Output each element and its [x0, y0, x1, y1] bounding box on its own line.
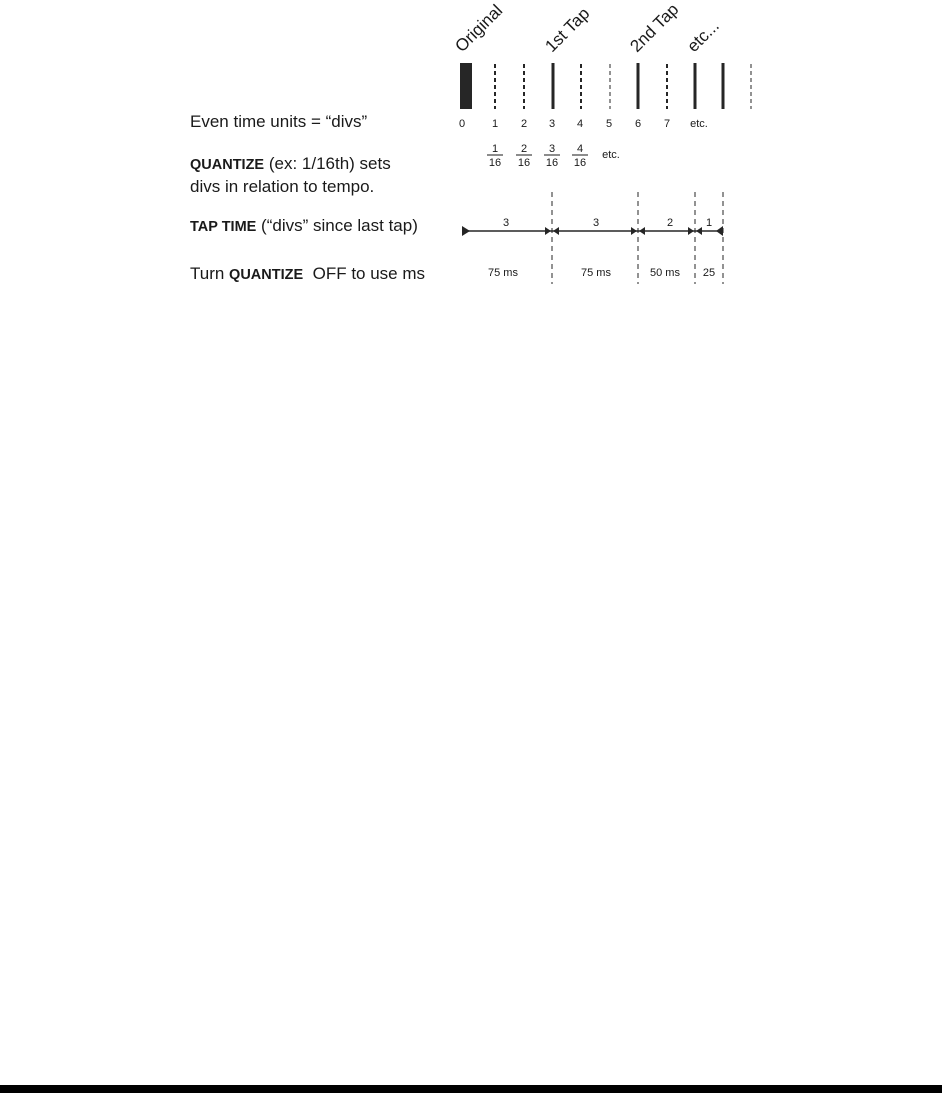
- fraction-3-denominator: 16: [545, 157, 559, 169]
- fraction-3-numerator: 3: [548, 143, 556, 155]
- header-etc: etc...: [683, 16, 723, 56]
- div-numbers: [459, 118, 708, 130]
- ms-labels: [488, 267, 715, 279]
- tap-arrow-start-icon: [462, 226, 470, 236]
- quantize-description-line2: divs in relation to tempo.: [190, 177, 375, 196]
- quantize-description-rest: (ex: 1/16th) sets: [264, 154, 391, 173]
- header-1st-tap: 1st Tap: [541, 3, 594, 56]
- fraction-2-denominator: 16: [517, 157, 531, 169]
- header-2nd-tap: 2nd Tap: [626, 0, 683, 56]
- tap-boundaries: [552, 192, 723, 284]
- quantize-off-prefix: Turn: [190, 264, 230, 283]
- even-time-units-label: Even time units = “divs”: [190, 112, 368, 131]
- tap-timing-diagram: [0, 0, 942, 300]
- quantize-off-keyword: QUANTIZE: [229, 267, 304, 283]
- quantize-keyword: QUANTIZE: [190, 157, 265, 173]
- original-marker: [460, 63, 472, 109]
- div-number-5: 5: [605, 118, 613, 130]
- div-number-4: 4: [576, 118, 584, 130]
- fraction-4-denominator: 16: [573, 157, 587, 169]
- tap-divs-4: 1: [705, 217, 713, 229]
- tap-time-keyword: TAP TIME: [190, 219, 257, 235]
- ms-label-3: 50 ms: [650, 267, 680, 279]
- quantize-fractions: [487, 143, 620, 169]
- fraction-2-numerator: 2: [520, 143, 528, 155]
- tap-arrow-1-in-icon: [545, 227, 551, 235]
- tap-divs-1: 3: [502, 217, 510, 229]
- div-number-2: 2: [520, 118, 528, 130]
- div-number-1: 1: [491, 118, 499, 130]
- div-markers: [460, 63, 751, 109]
- fraction-4-numerator: 4: [576, 143, 584, 155]
- ms-label-4: 25: [702, 267, 716, 279]
- tap-arrow-2-out-icon: [639, 227, 645, 235]
- tap-headers: [451, 0, 722, 56]
- tap-arrow-1-out-icon: [553, 227, 559, 235]
- div-number-7: 7: [663, 118, 671, 130]
- bottom-border-bar: [0, 1085, 942, 1093]
- tap-time-description-rest: (“divs” since last tap): [256, 216, 418, 235]
- tap-arrow-3-out-icon: [696, 227, 702, 235]
- quantize-off-suffix: OFF to use ms: [303, 264, 426, 283]
- ms-label-1: 75 ms: [488, 267, 518, 279]
- div-number-0: 0: [458, 118, 466, 130]
- tap-arrow-2-in-icon: [631, 227, 637, 235]
- header-original: Original: [451, 0, 507, 56]
- tap-arrow-3-in-icon: [688, 227, 694, 235]
- ms-label-2: 75 ms: [581, 267, 611, 279]
- div-number-6: 6: [634, 118, 642, 130]
- tap-divs-2: 3: [592, 217, 600, 229]
- div-number-etc: etc.: [690, 118, 708, 130]
- tap-div-counts: [503, 217, 712, 229]
- fraction-1-numerator: 1: [491, 143, 499, 155]
- div-number-3: 3: [548, 118, 556, 130]
- fractions-etc: etc.: [602, 149, 620, 161]
- tap-arrow-end-icon: [716, 226, 723, 236]
- tap-divs-3: 2: [666, 217, 674, 229]
- fraction-1-denominator: 16: [488, 157, 502, 169]
